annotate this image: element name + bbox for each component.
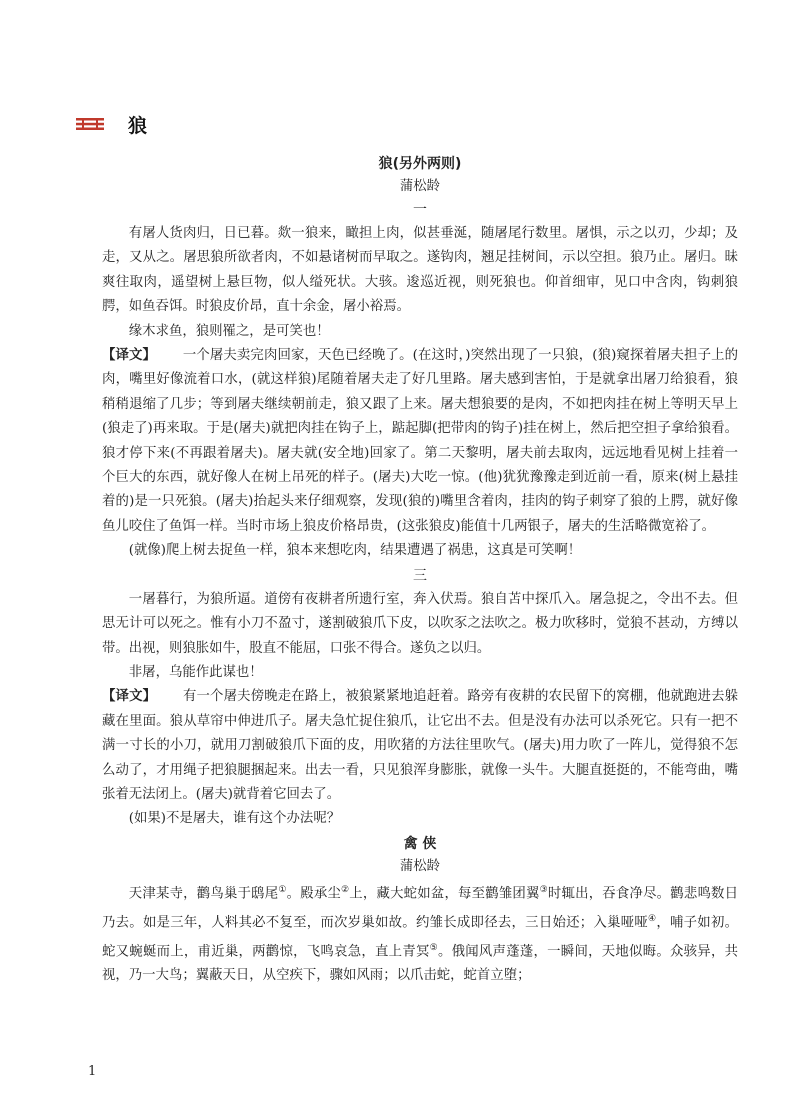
translation-paragraph [102, 685, 738, 807]
section-author: 蒲松龄 [399, 858, 441, 874]
section-author: 蒲松龄 [399, 179, 441, 194]
original-text-paragraph: 有屠人货肉归，日已暮。欻一狼来，瞰担上肉，似甚垂涎，随屠尾行数里。屠惧，示之以刃，少却；及走，又从之。屠思狼所欲者肉，不如悬诸树而早取之。遂钩肉，翘足挂树间，示以空担。狼乃止。屠归。昧爽往取肉，遥望树上悬巨物，似人缢死状。大骇。逡巡近视，则死狼也。仰首细审，见口中含肉，钩刺狼腭，如鱼吞饵。时狼皮价昂，直十余金，屠小裕焉。 [102, 226, 738, 315]
text-run: 。殿承尘 [286, 886, 342, 902]
text-run: ，哺子如初。蛇又蜿蜒而上，甫近巢，两鹳惊，飞鸣哀急，直上青冥 [102, 915, 739, 959]
footnote-marker: ③ [539, 884, 548, 895]
chapter-mark-icon [76, 117, 104, 131]
translation-text: 有一个屠夫傍晚走在路上，被狼紧紧地追赶着。路旁有夜耕的农民留下的窝棚，他就跑进去躲藏在里面。狼从草帘中伸进爪子。屠夫急忙捉住狼爪，让它出不去。但是没有办法可以杀死它。只有一把不满一寸长的小刀，就用刀割破狼爪下面的皮，用吹猪的方法往里吹气。(屠夫)用力吹了一阵儿，觉得狼不怎么动了，才用绳子把狼腿捆起来。出去一看，只见狼浑身膨胀，就像一头牛。大腿直挺挺的，不能弯曲，嘴张着无法闭上。(屠夫)就背着它回去了。 [102, 689, 739, 802]
page-number: 1 [88, 1064, 97, 1079]
chapter-title: 狼 [128, 114, 148, 137]
footnote-marker: ① [278, 884, 287, 895]
translation-paragraph: (就像)爬上树去捉鱼一样，狼本来想吃肉，结果遭遇了祸患，这真是可笑啊！ [128, 543, 582, 559]
original-text-paragraph [102, 878, 738, 989]
section-numeral: 一 [413, 202, 427, 218]
footnote-marker: ④ [648, 913, 657, 924]
translation-tag: 【译文】 [102, 348, 157, 364]
translation-tag: 【译文】 [102, 689, 157, 705]
translation-paragraph: (如果)不是屠夫，谁有这个办法呢？ [128, 811, 341, 827]
text-run: 时辄出，吞食净尽。鹳悲鸣数日乃去。如是三年，人料其必不复至，而次岁巢如故。约雏长成即径去，三日始还；入巢哑哑 [102, 886, 739, 931]
section-title: 狼(另外两则) [378, 156, 462, 172]
article-body [102, 152, 738, 989]
footnote-marker: ② [341, 884, 350, 895]
section-title: 禽 侠 [403, 835, 437, 852]
section-numeral: 三 [413, 567, 427, 584]
text-run: 上，藏大蛇如盆，每至鹳雏团翼 [349, 886, 540, 902]
translation-text: 一个屠夫卖完肉回家，天色已经晚了。(在这时，)突然出现了一只狼，(狼)窥探着屠夫担子上的肉，嘴里好像流着口水，(就这样狼)尾随着屠夫走了好几里路。屠夫感到害怕，于是就拿出屠刀给狼看，狼稍稍退缩了几步；等到屠夫继续朝前走，狼又跟了上来。屠夫想狼要的是肉，不如把肉挂在树上等明天早上(狼走了)再来取。于是(屠夫)就把肉挂在钩子上，踮起脚(把带肉的钩子)挂在树上，然后把空担子拿给狼看。狼才停下来(不再跟着屠夫)。屠夫就(安全地)回家了。第二天黎明，屠夫前去取肉，远远地看见树上挂着一个巨大的东西，就好像人在树上吊死的样子。(屠夫)大吃一惊。(他)犹犹豫豫走到近前一看，原来(树上悬挂着的)是一只死狼。(屠夫)抬起头来仔细观察，发现(狼的)嘴里含着肉，挂肉的钩子刺穿了狼的上腭，就好像鱼儿咬住了鱼饵一样。当时市场上狼皮价格昂贵，(这张狼皮)能值十几两银子，屠夫的生活略微宽裕了。 [102, 348, 738, 534]
original-text-paragraph: 非屠，乌能作此谋也！ [128, 664, 263, 680]
text-run: 天津某寺，鹳鸟巢于鸱尾 [128, 886, 279, 902]
original-text-paragraph: 缘木求鱼，狼则罹之，是可笑也！ [128, 323, 330, 339]
chapter-header [76, 112, 147, 136]
original-text-paragraph: 一屠暮行，为狼所逼。道傍有夜耕者所遗行室，奔入伏焉。狼自苫中探爪入。屠急捉之，令出不去。但思无计可以死之。惟有小刀不盈寸，遂割破狼爪下皮，以吹豕之法吹之。极力吹移时，觉狼不甚动，方缚以带。出视，则狼胀如牛，股直不能屈，口张不得合。遂负之以归。 [102, 591, 738, 656]
text-run: 。俄闻风声蓬蓬，一瞬间，天地似晦。众骇异，共视，乃一大鸟；翼蔽天日，从空疾下，骤如风雨；以爪击蛇，蛇首立堕； [102, 943, 739, 984]
translation-paragraph [102, 344, 738, 539]
footnote-marker: ⑤ [429, 942, 438, 953]
